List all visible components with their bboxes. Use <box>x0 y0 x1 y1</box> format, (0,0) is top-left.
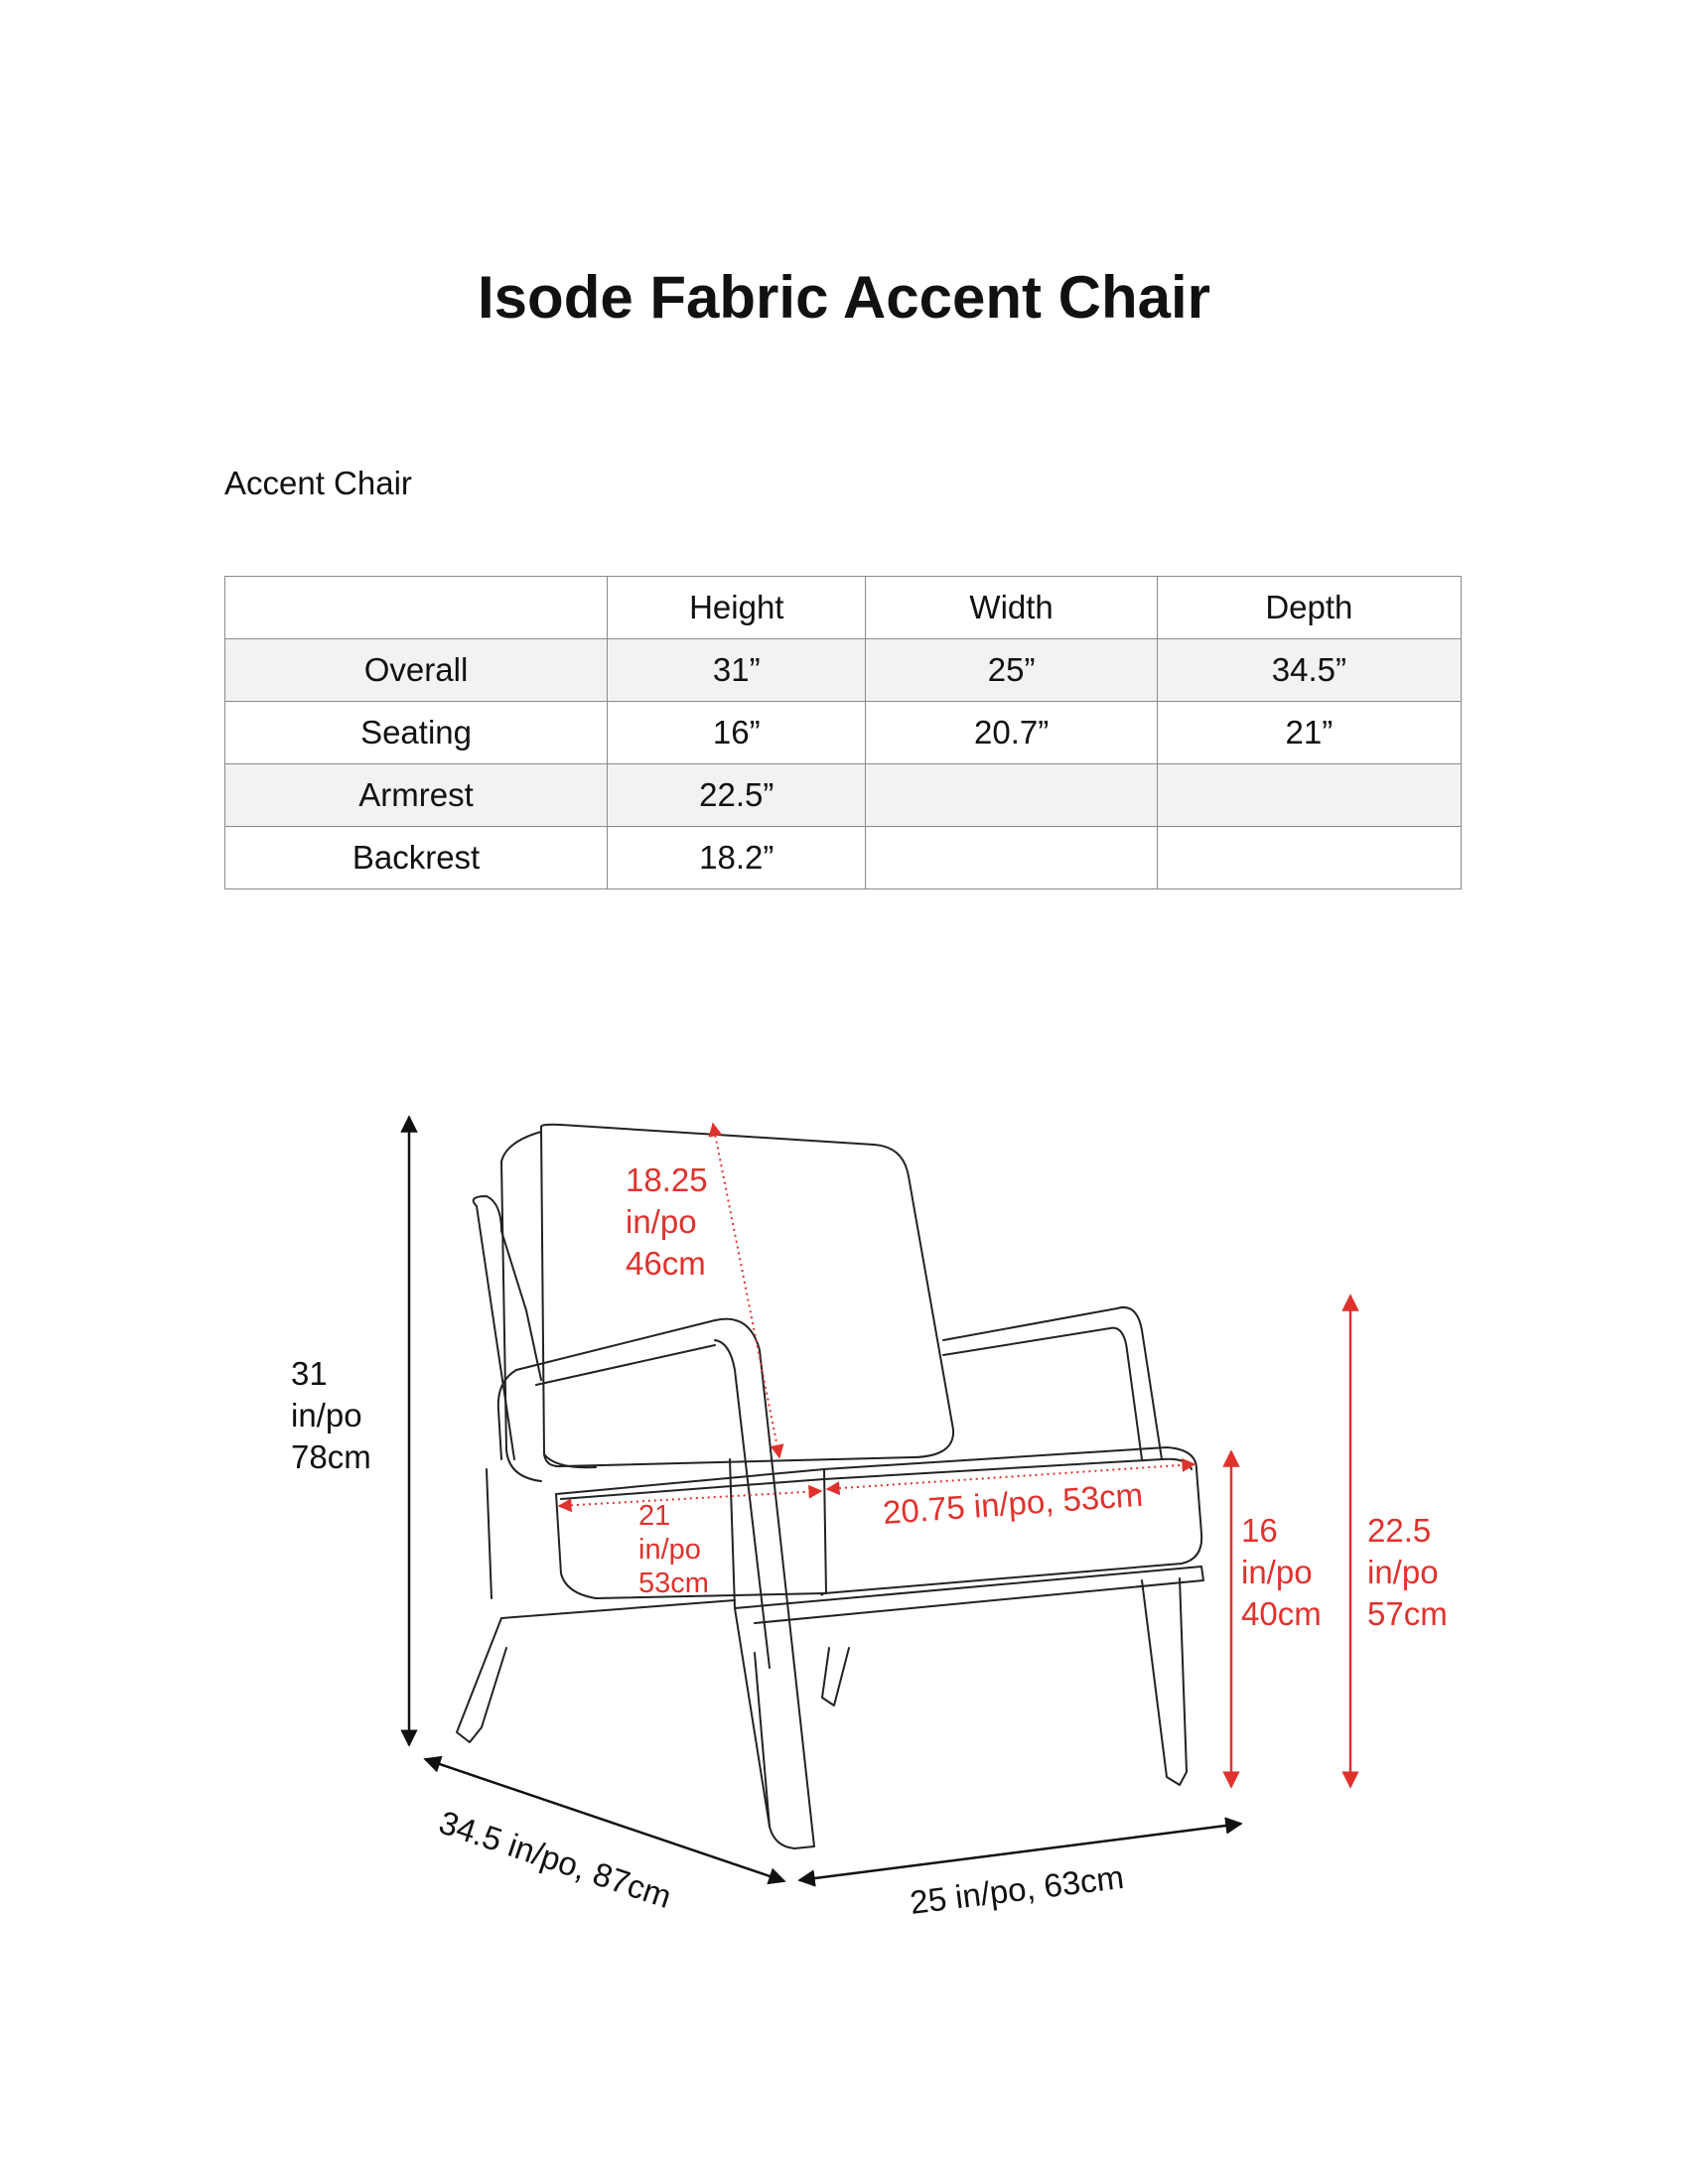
overall-height-value: 31 <box>291 1355 328 1392</box>
row-label: Seating <box>225 702 608 764</box>
seat-depth-cm: 53cm <box>638 1568 709 1599</box>
seat-height-value: 16 <box>1241 1512 1278 1549</box>
cell-height: 18.2” <box>608 827 866 889</box>
overall-height-cm: 78cm <box>291 1438 371 1475</box>
cell-width: 20.7” <box>866 702 1157 764</box>
overall-height-unit: in/po <box>291 1397 362 1433</box>
backrest-unit: in/po <box>626 1203 697 1240</box>
seat-height-cm: 40cm <box>1241 1595 1322 1632</box>
seat-depth-arrow <box>559 1491 821 1506</box>
cell-height: 31” <box>608 639 866 702</box>
cell-depth: 34.5” <box>1157 639 1461 702</box>
cell-height: 16” <box>608 702 866 764</box>
table-header-depth: Depth <box>1157 577 1461 639</box>
cell-width: 25” <box>866 639 1157 702</box>
cell-height: 22.5” <box>608 764 866 827</box>
row-label: Overall <box>225 639 608 702</box>
seat-depth-unit: in/po <box>638 1534 701 1566</box>
table-header-height: Height <box>608 577 866 639</box>
overall-depth-label: 34.5 in/po, 87cm <box>434 1803 676 1916</box>
cell-depth: 21” <box>1157 702 1461 764</box>
table-header-width: Width <box>866 577 1157 639</box>
overall-width-label: 25 in/po, 63cm <box>908 1857 1126 1921</box>
backrest-arrow <box>713 1124 779 1457</box>
backrest-value: 18.25 <box>626 1161 708 1198</box>
seat-depth-value: 21 <box>638 1500 671 1532</box>
arm-height-unit: in/po <box>1367 1554 1439 1590</box>
backrest-cm: 46cm <box>626 1245 706 1282</box>
row-label: Armrest <box>225 764 608 827</box>
page-title: Isode Fabric Accent Chair <box>478 264 1210 331</box>
seat-width-label: 20.75 in/po, 53cm <box>881 1475 1145 1531</box>
row-label: Backrest <box>225 827 608 889</box>
arm-height-value: 22.5 <box>1367 1512 1432 1549</box>
section-subtitle: Accent Chair <box>224 465 412 501</box>
seat-height-unit: in/po <box>1241 1554 1313 1590</box>
arm-height-cm: 57cm <box>1367 1595 1448 1632</box>
